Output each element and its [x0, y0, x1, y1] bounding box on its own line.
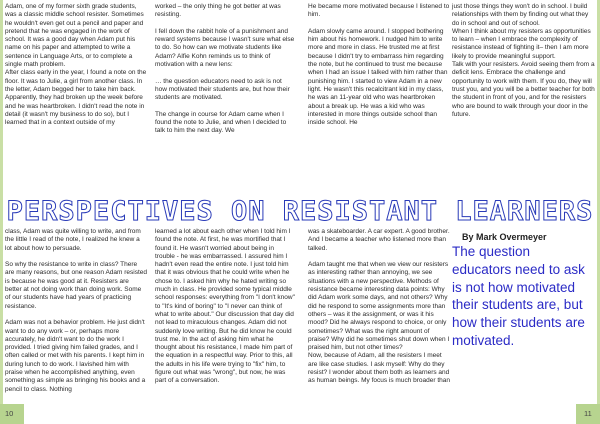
column-3-bottom — [308, 228, 450, 386]
page-number-left: 10 — [5, 409, 14, 418]
paragraph: He became more motivated because I listened to him. — [308, 3, 450, 19]
article-title: PERSPECTIVES ON RESISTANT LEARNERS — [6, 196, 594, 227]
paragraph: The change in course for Adam came when I found the note to Julie, and when I decided to talk to him the next day. We — [155, 110, 287, 135]
kohn-quote: … the question educators need to ask is not how motivated their students are, but how their students are motivated. — [155, 77, 290, 102]
page-number-right: 11 — [584, 409, 592, 418]
paragraph: Adam slowly came around. I stopped bothering him about his homework. I nudged him to write more and more in class. He trusted me at first because I didn't try to embarrass him regarding the note, but he continued to trust me because when I had an issue I talked with him rather than punishing him. I started to view Adam in a new light. He wasn't this recalcitrant kid in my class, he was an 11-year old who was heartbroken about a break up. He was a kid who was interested in more things outside school than inside school. He — [308, 27, 448, 127]
column-3-top — [308, 3, 450, 127]
pull-quote: The question educators need to ask is not how motivated their students are, but how their students are motivated. — [452, 244, 585, 348]
column-1-bottom — [5, 228, 147, 394]
paragraph: Adam taught me that when we view our resisters as interesting rather than annoying, we see situations with a new perspective. Methods of resistance became interesting data points: Why did Adam work some days, and not others? Why did he respond to some assignments more than others – was it the assignment, or was it his mood? Did he always respond to choice, or only sometimes? What was the right amount of praise? Why did he sometimes shut down when I praised him, but not other times? Now, because of Adam, all the resisters I meet are like case studies. I ask myself: Why do they resist? I wonder about them both as learners and as human beings. My focus is much broader than — [308, 261, 450, 385]
paragraph: just those things they won't do in school. I build relationships with them by finding out what they do in school and out of school. When I think about my resisters as opportunities to learn – when I embrace the complexity of resistance instead of fighting it– then I am more likely to provide meaningful support. Talk with your resisters. Avoid seeing them from a deficit lens. Embrace the challenge and opportunity to work with them. If you do, they will trust you, and you will be a better teacher for both the student in front of you, and for the resisters who are bound to walk through your door in the future. — [452, 3, 595, 118]
column-2-top — [155, 3, 295, 136]
paragraph: I fell down the rabbit hole of a punishment and reward systems because I wasn't sure what else to do. So how can we motivate students like Adam? Alfie Kohn reminds us to think of motivation with a new lens: — [155, 27, 295, 69]
column-4-top — [452, 3, 596, 119]
column-2-bottom — [155, 228, 295, 386]
paragraph: So why the resistance to write in class? There are many reasons, but one reason Adam resisted is because he was good at it. Resisters are better at not doing work than doing work. Some of our students have had years of practicing resistance. — [5, 261, 147, 310]
column-1-top — [5, 3, 147, 127]
paragraph: worked – the only thing he got better at was resisting. — [155, 3, 281, 19]
paragraph: Adam, one of my former sixth grade students, was a classic middle school resister. Sometimes he wouldn't even get out a pencil and paper and pretend that he was engaged in the work of school. It was a good day when Adam put his name on his paper and attempted to write a sentence in Language Arts, or to complete a single math problem. After class early in the year, I found a note on the floor. It was to Julie, a girl from another class. In the letter, Adam begged her to take him back. Apparently, they had broken up the week before and he was heartbroken. I didn't read the note in detail (it wasn't my business to do so), but I learned that in a context outside of my — [5, 3, 147, 127]
paragraph: was a skateboarder. A car expert. A good brother. And I became a teacher who listened more than talked. — [308, 228, 450, 252]
paragraph: class, Adam was quite willing to write, and from the little I read of the note, I realized he knew a lot about how to persuade. — [5, 228, 141, 252]
byline: By Mark Overmeyer — [462, 232, 547, 242]
paragraph: learned a lot about each other when I told him I found the note. At first, he was mortified that I found it. He wasn't worried about being in trouble - he was embarrassed. I assured him I hadn't even read the entire note. I just told him that it was obvious that he could write when he chose to. I asked him why he hated writing so much in class. He provided some typical middle school responses: everything from "I don't know" to "It's kind of boring" to "I never can think of what to write about." Our discussion that day did not lead to miraculous changes. Adam did not suddenly love writing. But he did know he could trust me. In the act of asking him what he thought about his resistance, I made him part of the equation in a respectful way. Prior to this, all the adults in his life were trying to "fix" him, to figure out what was "wrong", but now, he was part of a conversation. — [155, 228, 295, 385]
paragraph: Adam was not a behavior problem. He just didn't want to do any work – or, perhaps more accurately, he didn't want to do the work I provided. I tried giving him failed grades, and I often called or met with his parents. I kept him in during lunch to do work. I lavished him with praise when he accomplished anything, even something as simple as bringing his books and a pencil to class. Nothing — [5, 319, 146, 393]
